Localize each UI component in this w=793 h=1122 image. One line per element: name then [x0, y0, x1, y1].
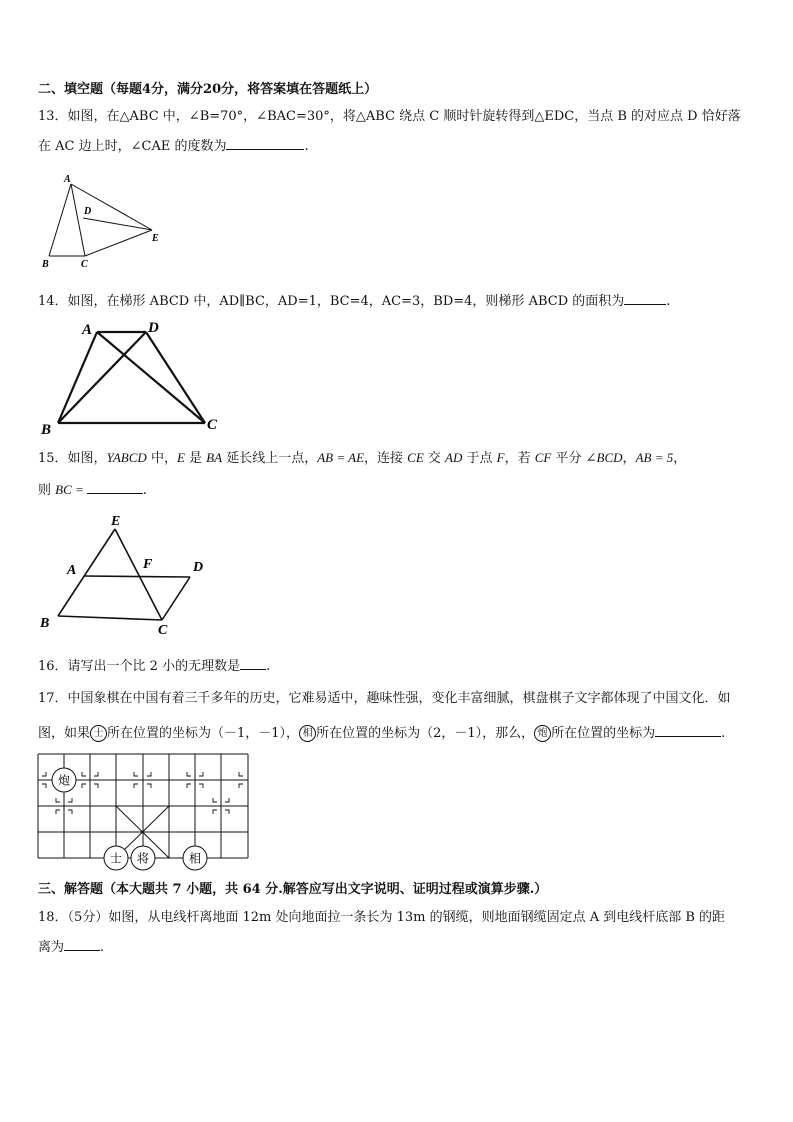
q15-text-9: 平分: [551, 451, 586, 466]
q17-piece-xiang-icon: 相: [299, 725, 316, 742]
q15-equation-ab-ae: AB = AE: [317, 450, 365, 465]
q15-segment-ba: BA: [206, 450, 223, 465]
q15-end: .: [142, 483, 147, 498]
q15-line2: [38, 479, 147, 498]
q15-label-d: D: [193, 560, 204, 575]
q13-label-c: C: [81, 259, 88, 270]
q15-segment-ce: CE: [407, 450, 424, 465]
q15-label-f: F: [143, 557, 153, 572]
q13-line2: [38, 135, 309, 154]
board-piece-xiang: [183, 846, 207, 870]
q15-angle-bcd: ∠BCD: [585, 450, 623, 465]
board-piece-jiang: [131, 846, 155, 870]
q14-label-c: C: [207, 417, 218, 433]
q13-end: .: [304, 139, 309, 154]
q17-answer-blank: [655, 724, 721, 737]
q14-line: [38, 290, 670, 309]
q15-label-e: E: [111, 514, 121, 529]
q13-label-b: B: [42, 259, 49, 270]
q15-text-3: 是: [184, 451, 207, 466]
q15-segment-ad: AD: [445, 450, 463, 465]
q17-line1: 17．中国象棋在中国有着三千多年的历史，它难易适中，趣味性强，变化丰富细腻，棋盘棋子文字都体现了中国文化．如: [38, 691, 731, 706]
q15-text-5: ，连接: [364, 451, 408, 466]
board-piece-pao: [52, 768, 76, 792]
q13-line1: 13．如图，在△ABC 中，∠B=70°，∠BAC=30°，将△ABC 绕点 C 顺时针旋转得到△EDC，当点 B 的对应点 D 恰好落: [38, 109, 741, 124]
q13-label-e: E: [152, 233, 159, 244]
svg-text:将: 将: [136, 851, 150, 866]
q14-figure: [38, 315, 228, 440]
q15-parallelogram: YABCD: [106, 450, 147, 465]
q15-text-7: 于点: [462, 451, 497, 466]
q18-line2: [38, 936, 104, 955]
q15-text-6: 交: [423, 451, 446, 466]
q15-text-8: ，若: [504, 451, 535, 466]
board-piece-shi: [104, 846, 128, 870]
q14-label-d: D: [148, 320, 159, 336]
q17-text-3: 所在位置的坐标为（2，－1），那么，: [316, 726, 535, 741]
q14-end: .: [666, 294, 671, 309]
q17-end: .: [721, 726, 726, 741]
q14-label-a: A: [82, 322, 93, 338]
q17-text-1: 图，如果: [38, 726, 91, 741]
q15-text-12: 则: [38, 483, 56, 498]
q13-figure: [38, 170, 168, 270]
q13-label-d: D: [84, 206, 92, 217]
q15-text-10: ，: [622, 451, 636, 466]
q15-text-1: 15．如图，: [38, 451, 107, 466]
q16-line: [38, 655, 270, 674]
q15-text-11: ，: [673, 451, 687, 466]
q14-text: 14．如图，在梯形 ABCD 中，AD∥BC，AD=1，BC=4，AC=3，BD=4，则梯形 ABCD 的面积为: [38, 294, 625, 309]
q17-chessboard: [38, 752, 253, 872]
q14-label-b: B: [41, 422, 52, 438]
q15-point-e: E: [176, 450, 185, 465]
svg-text:炮: 炮: [57, 773, 71, 788]
q18-answer-blank: [64, 938, 100, 951]
q15-figure: [38, 510, 223, 640]
q15-label-b: B: [40, 616, 50, 631]
q17-line2: [38, 722, 725, 742]
q13-text: 在 AC 边上时，∠CAE 的度数为: [38, 139, 227, 154]
q15-text-4: 延长线上一点，: [222, 451, 318, 466]
q15-equation-bc: BC =: [55, 482, 84, 497]
q15-text-2: 中，: [146, 451, 177, 466]
q15-equation-ab-5: AB = 5: [635, 450, 674, 465]
q17-piece-pao-icon: 炮: [534, 725, 551, 742]
q16-end: .: [266, 659, 271, 674]
section-title-fill-in: 二、填空题（每题4分，满分20分，将答案填在答题纸上）: [38, 82, 378, 97]
svg-text:相: 相: [188, 851, 202, 866]
q15-label-a: A: [67, 563, 77, 578]
svg-text:士: 士: [109, 851, 123, 866]
q14-answer-blank: [624, 292, 666, 305]
q15-point-f: F: [496, 450, 505, 465]
q15-answer-blank: [87, 481, 143, 494]
q15-line1: [38, 447, 686, 466]
q18-text: 离为: [38, 940, 65, 955]
q18-end: .: [100, 940, 105, 955]
q17-text-4: 所在位置的坐标为: [551, 726, 656, 741]
q13-label-a: A: [64, 174, 71, 185]
q18-line1: 18．（5分）如图，从电线杆离地面 12m 处向地面拉一条长为 13m 的钢缆，则地面钢缆固定点 A 到电线杆底部 B 的距: [38, 910, 726, 925]
q17-piece-shi-icon: 士: [90, 725, 107, 742]
q15-label-c: C: [158, 623, 168, 638]
section-title-solutions: 三、解答题（本大题共 7 小题，共 64 分.解答应写出文字说明、证明过程或演算步骤.）: [38, 882, 548, 897]
q15-segment-cf: CF: [534, 450, 552, 465]
q13-answer-blank: [226, 137, 304, 150]
q16-answer-blank: [240, 657, 266, 670]
q17-text-2: 所在位置的坐标为（－1，－1），: [107, 726, 300, 741]
q16-text: 16．请写出一个比 2 小的无理数是: [38, 659, 241, 674]
